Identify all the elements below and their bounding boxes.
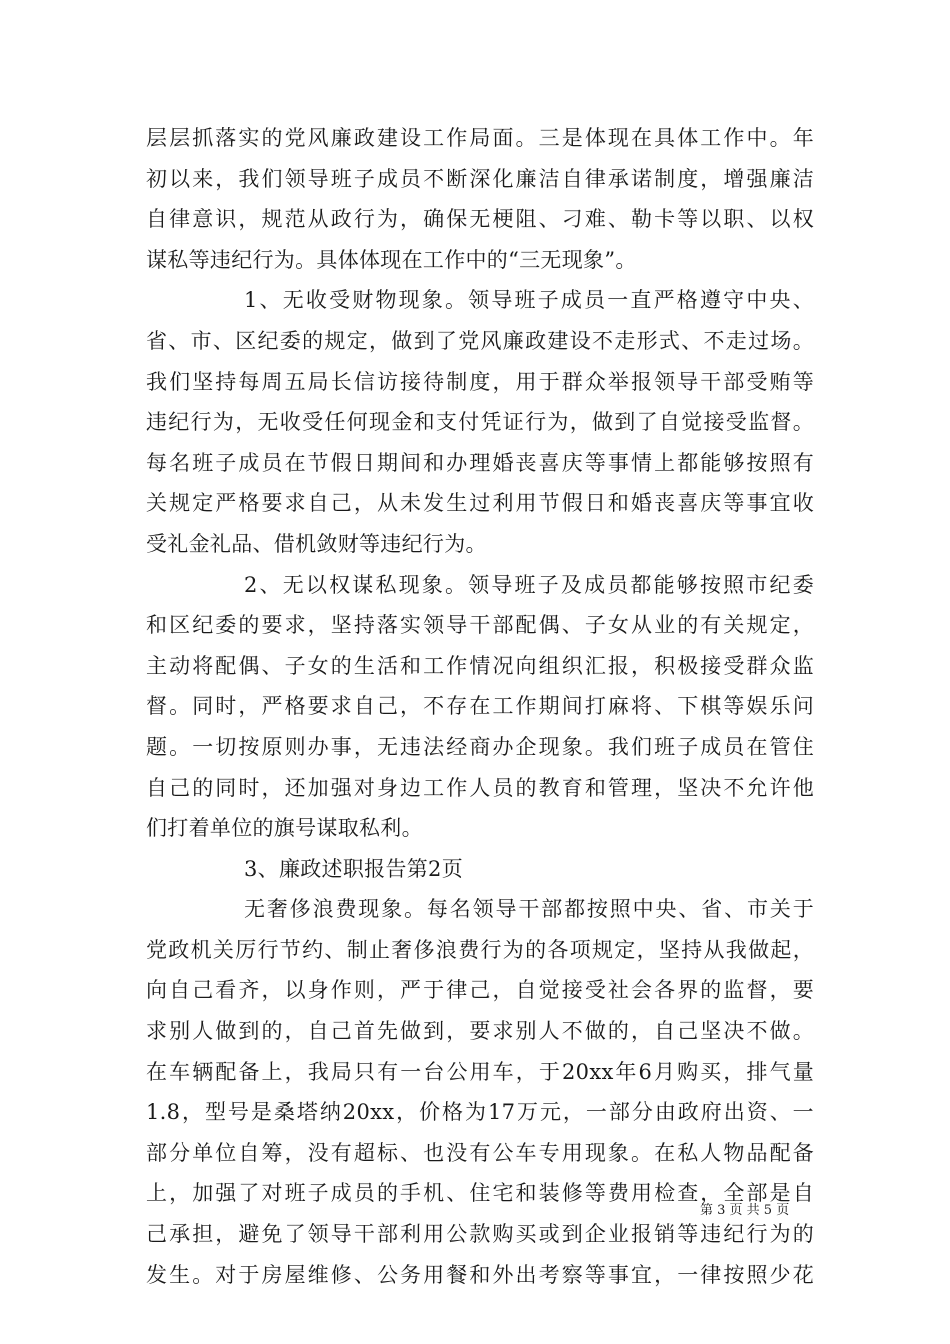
text-line: 党政机关厉行节约、制止奢侈浪费行为的各项规定，坚持从我做起， (146, 937, 814, 962)
text-line: 自律意识，规范从政行为，确保无梗阻、刁难、勒卡等以职、以权 (146, 207, 814, 232)
text-line: 己承担，避免了领导干部利用公款购买或到企业报销等违纪行为的 (146, 1222, 814, 1247)
text-line: 求别人做到的，自己首先做到，要求别人不做的，自己坚决不做。 (146, 1019, 814, 1044)
body-text (146, 118, 814, 1295)
text-line: 每名班子成员在节假日期间和办理婚丧喜庆等事情上都能够按照有 (146, 450, 814, 475)
text-line: 向自己看齐，以身作则，严于律己，自觉接受社会各界的监督，要 (146, 978, 814, 1003)
text-line: 们打着单位的旗号谋取私利。 (146, 816, 423, 841)
text-line: 关规定严格要求自己，从未发生过利用节假日和婚丧喜庆等事宜收 (146, 491, 814, 516)
text-line: 我们坚持每周五局长信访接待制度，用于群众举报领导干部受贿等 (146, 369, 814, 394)
text-line: 谋私等违纪行为。具体体现在工作中的“三无现象”。 (146, 247, 637, 272)
text-line: 题。一切按原则办事，无违法经商办企现象。我们班子成员在管住 (146, 734, 814, 759)
text-line: 在车辆配备上，我局只有一台公用车，于20xx年6月购买，排气量 (146, 1059, 814, 1084)
text-line: 受礼金礼品、借机敛财等违纪行为。 (146, 531, 487, 556)
text-line: 2、无以权谋私现象。领导班子及成员都能够按照市纪委 (244, 572, 814, 597)
text-line: 省、市、区纪委的规定，做到了党风廉政建设不走形式、不走过场。 (146, 328, 814, 353)
text-line: 主动将配偶、子女的生活和工作情况向组织汇报，积极接受群众监 (146, 653, 814, 678)
text-line: 上，加强了对班子成员的手机、住宅和装修等费用检查，全部是自 (146, 1181, 814, 1206)
text-line: 发生。对于房屋维修、公务用餐和外出考察等事宜，一律按照少花 (146, 1262, 814, 1287)
text-line: 无奢侈浪费现象。每名领导干部都按照中央、省、市关于 (244, 897, 814, 922)
text-line: 初以来，我们领导班子成员不断深化廉洁自律承诺制度，增强廉洁 (146, 166, 814, 191)
text-line: 层层抓落实的党风廉政建设工作局面。三是体现在具体工作中。年 (146, 126, 814, 150)
text-line: 3、廉政述职报告第2页 (244, 856, 464, 881)
text-line: 1.8，型号是桑塔纳20xx，价格为17万元，一部分由政府出资、一 (146, 1100, 814, 1125)
page-number: 第 3 页 共 5 页 (700, 1203, 790, 1218)
text-line: 1、无收受财物现象。领导班子成员一直严格遵守中央、 (244, 288, 814, 313)
text-line: 督。同时，严格要求自己，不存在工作期间打麻将、下棋等娱乐问 (146, 694, 814, 719)
text-line: 部分单位自筹，没有超标、也没有公车专用现象。在私人物品配备 (146, 1140, 814, 1165)
text-line: 和区纪委的要求，坚持落实领导干部配偶、子女从业的有关规定， (146, 613, 814, 638)
text-line: 违纪行为，无收受任何现金和支付凭证行为，做到了自觉接受监督。 (146, 410, 814, 435)
text-line: 自己的同时，还加强对身边工作人员的教育和管理，坚决不允许他 (146, 775, 814, 800)
